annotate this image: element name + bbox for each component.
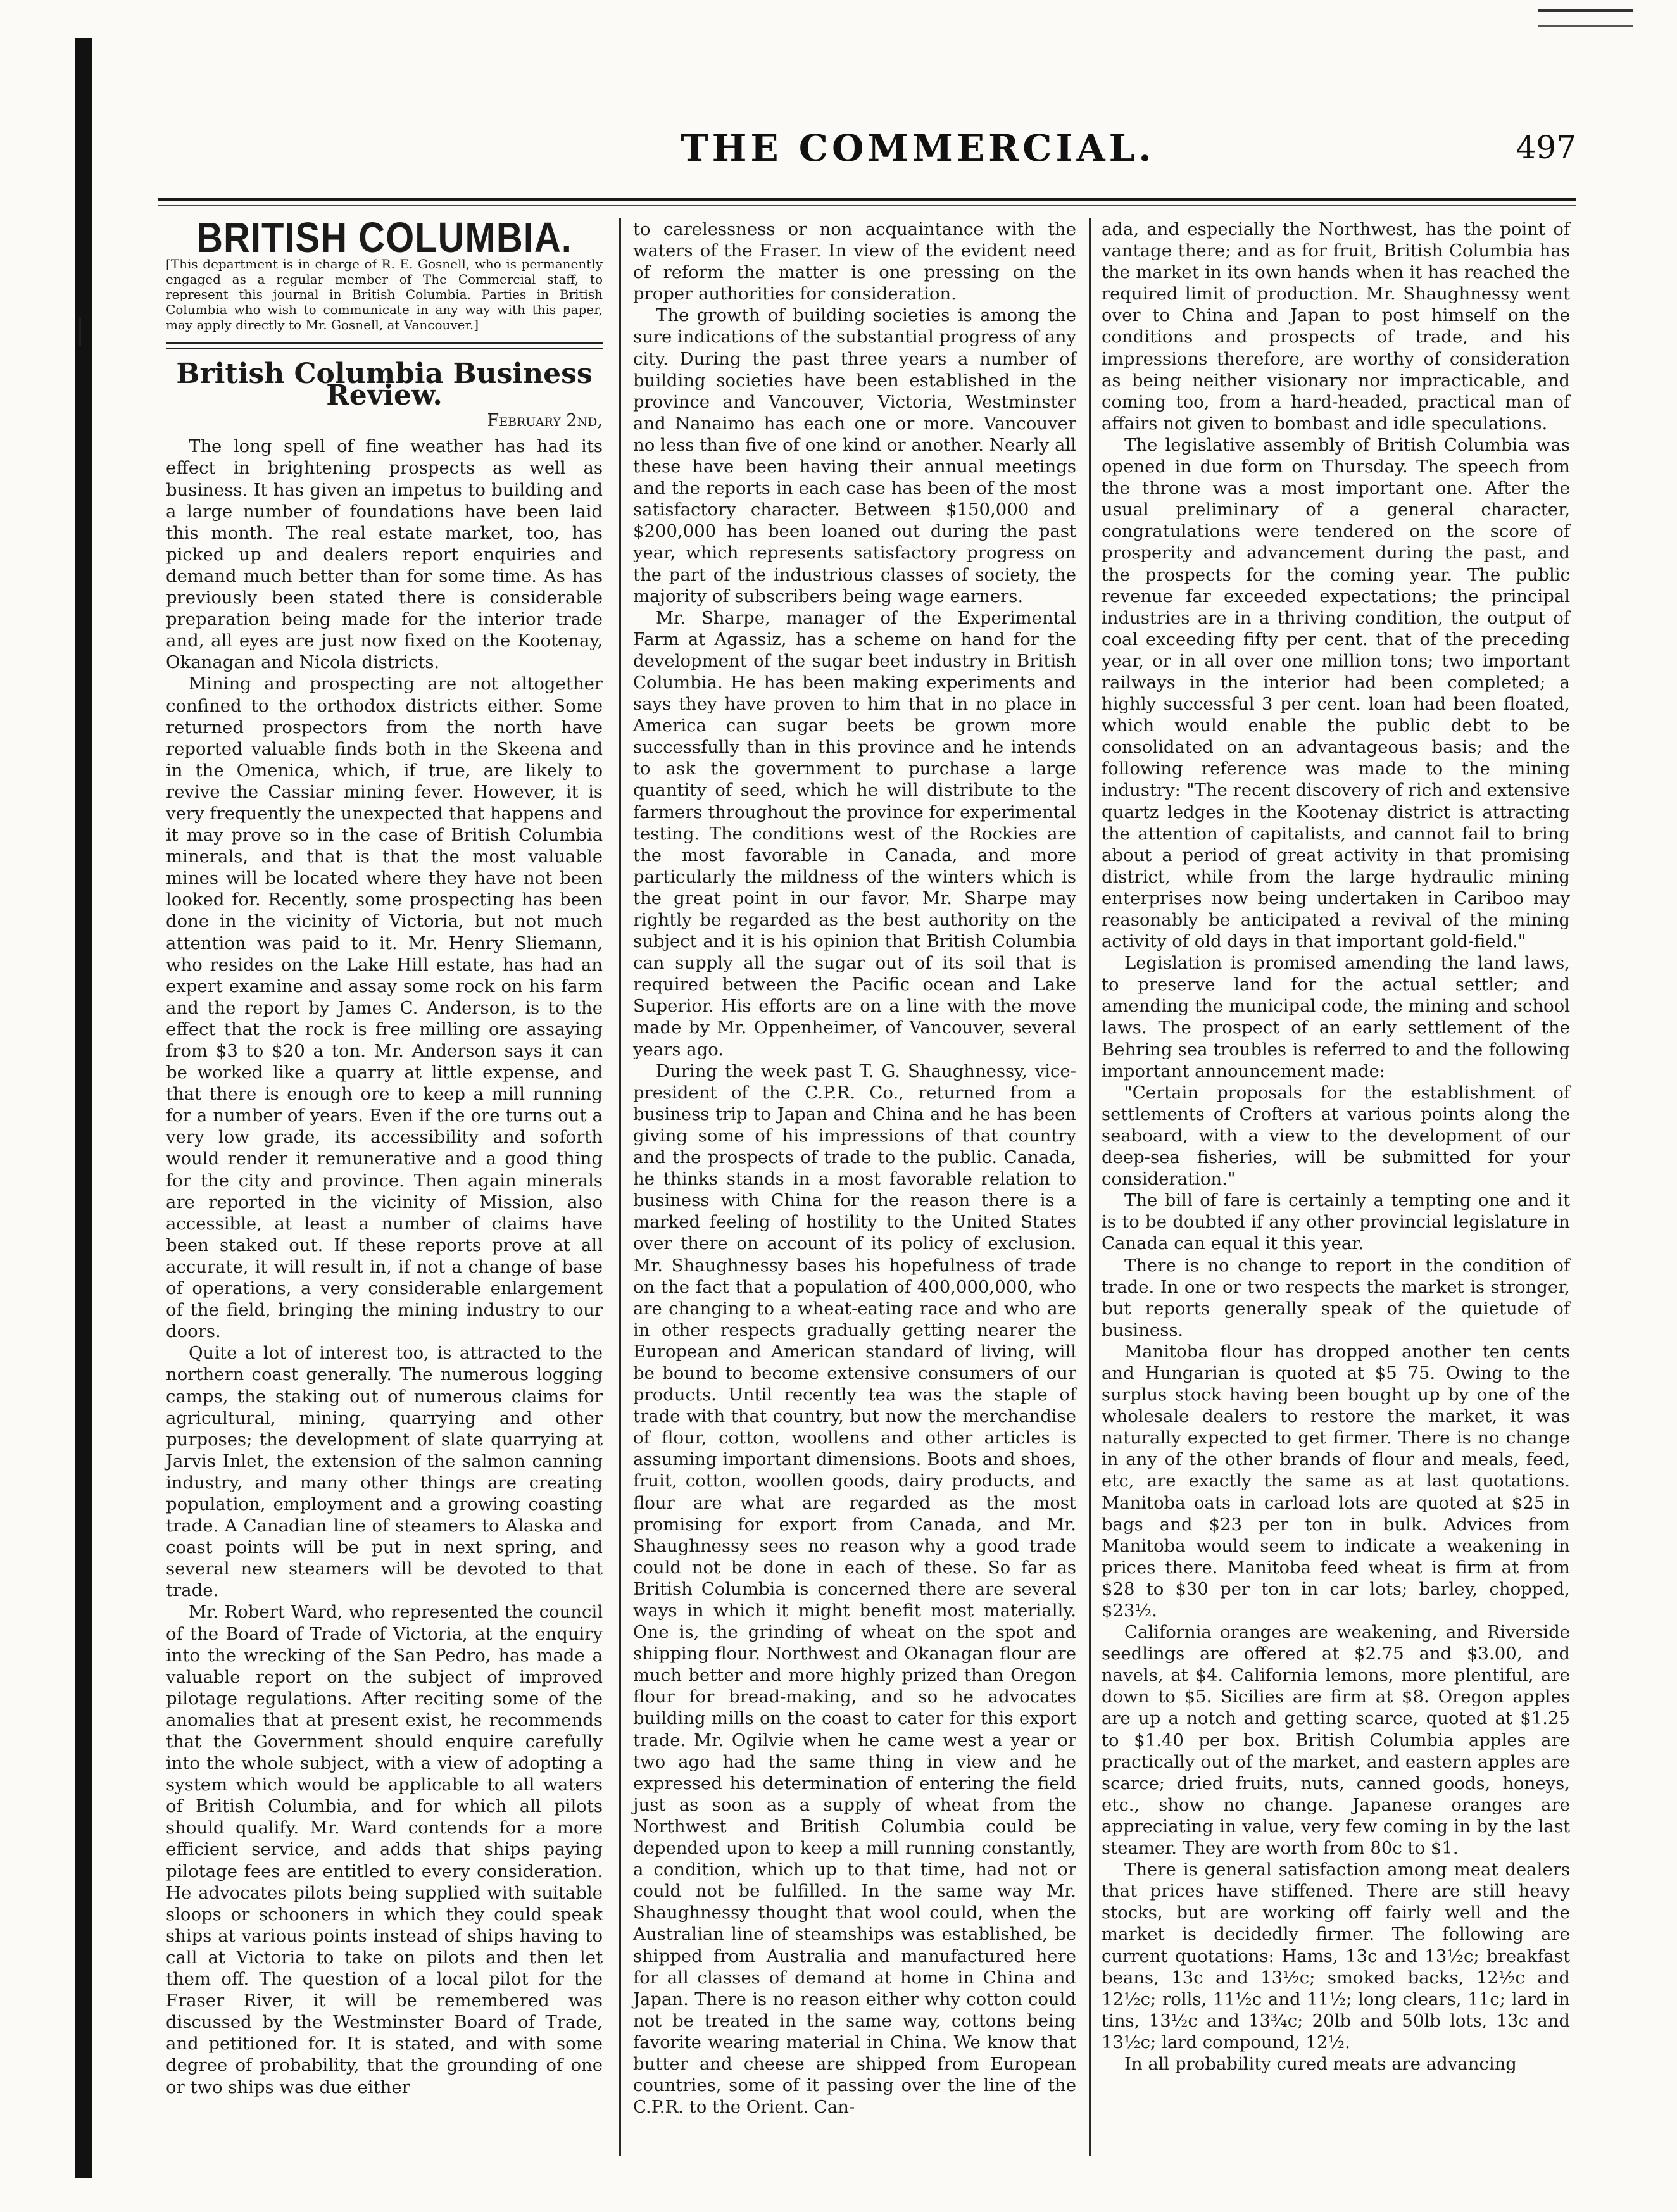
paragraph: There is no change to report in the condition of trade. In one or two respects the market is stronger, but reports generally speak of the quietude of business. (1102, 1255, 1570, 1340)
header-rule (158, 198, 1576, 201)
double-rule (166, 342, 603, 349)
paragraph: The bill of fare is certainly a tempting one and it is to be doubted if any other provincial legislature in Canada can equal it this year. (1102, 1190, 1570, 1254)
dateline: February 2nd, (487, 411, 603, 431)
page-number: 497 (1516, 129, 1576, 166)
article-title: British Columbia Business Review. (176, 358, 593, 412)
binding-spine (75, 38, 92, 2178)
paragraph: Mining and prospecting are not altogether confined to the orthodox districts either. Some returned prospectors from the north have reported valuable finds both in the Skeena and in the Omenica, which, if true, are likely to revive the Cassiar mining fever. However, it is very frequently the unexpected that happens and it may prove so in the case of British Columbia minerals, and that is that the most valuable mines will be located where they have not been looked for. Recently, some prospecting has been done in the vicinity of Victoria, but not much attention was paid to it. Mr. Henry Sliemann, who resides on the Lake Hill estate, has had an expert examine and assay some rock on his farm and the report by James C. Anderson, is to the effect that the rock is free milling ore assaying from $3 to $20 a ton. Mr. Anderson says it can be worked like a quarry at little expense, and that there is enough ore to keep a mill running for a number of years. Even if the ore turns out a very low grade, its accessibility and soforth would render it remunerative and a good thing for the city and province. Then again minerals are reported in the vicinity of Mission, also accessible, at least a number of claims have been staked out. If these reports prove at all accurate, it will result in, if not a change of base of operations, a very considerable enlargement of the field, bringing the mining industry to our doors. (166, 674, 603, 1342)
paragraph: There is general satisfaction among meat dealers that prices have stiffened. There are still heavy stocks, but are working off fairly well and the market is decidedly firmer. The following are current quotations: Hams, 13c and 13½c; breakfast beans, 13c and 13½c; smoked backs, 12½c and 12½c; rolls, 11½c and 11½; long clears, 11c; lard in tins, 13½c and 13¾c; 20lb and 50lb lots, 13c and 13½c; lard compound, 12½. (1102, 1859, 1570, 2052)
spine-mark (79, 317, 81, 346)
paragraph: to carelessness or non acquaintance with the waters of the Fraser. In view of the evident need of reform the matter is one pressing on the proper authorities for consideration. (633, 219, 1076, 305)
section-title: BRITISH COLUMBIA. (196, 214, 572, 261)
paragraph: Mr. Sharpe, manager of the Experimental Farm at Agassiz, has a scheme on hand for the development of the sugar beet industry in British Columbia. He has been making experiments and says they have proven to him that in no place in America can sugar beets be grown more successfully than in this province and he intends to ask the government to purchase a large quantity of seed, which he will distribute to the farmers throughout the province for experimental testing. The conditions west of the Rockies are the most favorable in Canada, and more particularly the mildness of the winters which is the great point in our favor. Mr. Sharpe may rightly be regarded as the best authority on the subject and it is his opinion that British Columbia can supply all the sugar out of its soil that is required between the Pacific ocean and Lake Superior. His efforts are on a line with the move made by Mr. Oppenheimer, of Vancouver, several years ago. (633, 607, 1076, 1060)
paragraph: ada, and especially the Northwest, has the point of vantage there; and as for fruit, British Columbia has the market in its own hands when it has reached the required limit of production. Mr. Shaughnessy went over to China and Japan to post himself on the conditions and prospects of trade, and his impressions therefore, are worthy of consideration as being neither visionary nor impracticable, and coming too, from a hard-headed, practical man of affairs not given to bombast and idle speculations. (1102, 219, 1570, 434)
header-rule-thin (158, 205, 1576, 206)
paragraph: In all probability cured meats are advancing (1124, 2053, 1517, 2074)
paragraph: Mr. Robert Ward, who represented the council of the Board of Trade of Victoria, at the enquiry into the wrecking of the San Pedro, has made a valuable report on the subject of improved pilotage regulations. After reciting some of the anomalies that at present exist, he recommends that the Government should enquire carefully into the whole subject, with a view of adopting a system which would be applicable to all waters of British Columbia, and for which all pilots should qualify. Mr. Ward contends for a more efficient service, and adds that ships paying pilotage fees are entitled to every consideration. He advocates pilots being supplied with suitable sloops or schooners in which they could speak ships at various points instead of ships having to call at Victoria to take on pilots and then let them off. The question of a local pilot for the Fraser River, it will be remembered was discussed by the Westminster Board of Trade, and petitioned for. It is stated, and with some degree of probability, that the grounding of one or two ships was due either (166, 1602, 603, 2097)
paragraph: The long spell of fine weather has had its effect in brightening prospects as well as business. It has given an impetus to building and a large number of foundations have been laid this month. The real estate market, too, has picked up and dealers report enquiries and demand much better than for some time. As has previously been stated there is considerable preparation being made for the interior trade and, all eyes are just now fixed on the Kootenay, Okanagan and Nicola districts. (166, 436, 603, 673)
paragraph: Quite a lot of interest too, is attracted to the northern coast generally. The numerous logging camps, the staking out of numerous claims for agricultural, mining, quarrying and other purposes; the development of slate quarrying at Jarvis Inlet, the extension of the salmon canning industry, and many other things are creating population, employment and a growing coasting trade. A Canadian line of steamers to Alaska and coast points will be put in next spring, and several new steamers will be devoted to that trade. (166, 1343, 603, 1601)
column-2 (633, 218, 1076, 2118)
page-header (158, 127, 1576, 184)
column-divider (1089, 218, 1091, 2156)
paragraph: During the week past T. G. Shaughnessy, vice-president of the C.P.R. Co., returned from a business trip to Japan and China and he has been giving some of his impressions of that country and the prospects of trade to the public. Canada, he thinks stands in a most favorable relation to business with China for the reason there is a marked feeling of hostility to the United States over there on account of its policy of exclusion. Mr. Shaughnessy bases his hopefulness of trade on the fact that a population of 400,000,000, who are changing to a wheat-eating race and who are in other respects gradually getting nearer the European and American standard of living, will be bound to become extensive consumers of our products. Until recently tea was the staple of trade with that country, but now the merchandise of flour, cotton, woollens and other articles is assuming important dimensions. Boots and shoes, fruit, cotton, woollen goods, dairy products, and flour are what are regarded as the most promising for export from Canada, and Mr. Shaughnessy sees no reason why a good trade could not be done in each of these. So far as British Columbia is concerned there are several ways in which it might benefit most materially. One is, the grinding of wheat on the spot and shipping flour. Northwest and Okanagan flour are much better and more highly prized than Oregon flour for bread-making, and so he advocates building mills on the coast to cater for this export trade. Mr. Ogilvie when he came west a year or two ago had the same thing in view and he expressed his determination of entering the field just as soon as a supply of wheat from the Northwest and British Columbia could be depended upon to keep a mill running constantly, a condition, which up to that time, had not or could not be fulfilled. In the same way Mr. Shaughnessy thought that wool could, when the Australian line of steamships was established, be shipped from Australia and manufactured here for all classes of demand at home in China and Japan. There is no reason either why cotton could not be treated in the same way, cottons being favorite wearing material in China. We know that butter and cheese are shipped from European countries, some of it passing over the line of the C.P.R. to the Orient. Can- (633, 1060, 1076, 2118)
paragraph: Manitoba flour has dropped another ten cents and Hungarian is quoted at $5 75. Owing to the surplus stock having been bought up by one of the wholesale dealers to restore the market, it was naturally expected to get firmer. There is no change in any of the other brands of flour and meals, feed, etc, are exactly the same as at last quotations. Manitoba oats in carload lots are quoted at $25 in bags and $23 per ton in bulk. Advices from Manitoba would seem to indicate a weakening in prices there. Manitoba feed wheat is firm at from $28 to $30 per ton in car lots; barley, chopped, $23½. (1102, 1341, 1570, 1621)
department-note: [This department is in charge of R. E. Gosnell, who is permanently engaged as a regular member of The Commercial staff, to represent this journal in British Columbia. Parties in British Columbia who wish to communicate in any way with this paper, may apply directly to Mr. Gosnell, at Vancouver.] (166, 256, 603, 333)
corner-rule-thin (1538, 25, 1633, 27)
paragraph: "Certain proposals for the establishment of settlements of Crofters at various points along the seaboard, with a view to the development of our deep-sea fisheries, will be submitted for your consideration." (1102, 1082, 1570, 1190)
paragraph: Legislation is promised amending the land laws, to preserve land for the actual settler; and amending the municipal code, the mining and school laws. The prospect of an early settlement of the Behring sea troubles is referred to and the following important announcement made: (1102, 953, 1570, 1081)
column-3 (1102, 218, 1570, 2075)
paragraph: The legislative assembly of British Columbia was opened in due form on Thursday. The speech from the throne was a most important one. After the usual preliminary of a general character, congratulations were tendered on the score of prosperity and advancement during the past, and the prospects for the coming year. The public revenue far exceeded expectations; the principal industries are in a thriving condition, the output of coal exceeding fifty per cent. that of the preceding year, or in all over one million tons; two important railways in the interior had been completed; a highly successful 3 per cent. loan had been floated, which would enable the public debt to be consolidated on an advantageous basis; and the following reference was made to the mining industry: "The recent discovery of rich and extensive quartz ledges in the Kootenay district is attracting the attention of capitalists, and cannot fail to bring about a period of great activity in that promising district, while from the large hydraulic mining enterprises now being undertaken in Cariboo may reasonably be anticipated a revival of the mining activity of old days in that important gold-field." (1102, 434, 1570, 952)
masthead: THE COMMERCIAL. (681, 127, 1155, 170)
column-1 (166, 214, 603, 2098)
corner-rule (1538, 9, 1633, 12)
paragraph: California oranges are weakening, and Riverside seedlings are offered at $2.75 and $3.00, and navels, at $4. California lemons, more plentiful, are down to $5. Sicilies are firm at $8. Oregon apples are up a notch and getting scarce, quoted at $1.25 to $1.40 per box. British Columbia apples are practically out of the market, and eastern apples are scarce; dried fruits, nuts, canned goods, honeys, etc., show no change. Japanese oranges are appreciating in value, very few coming in by the last steamer. They are worth from 80c to $1. (1102, 1622, 1570, 1859)
column-divider (619, 218, 621, 2156)
paragraph: The growth of building societies is among the sure indications of the substantial progress of any city. During the past three years a number of building societies have been established in the province and Vancouver, Victoria, Westminster and Nanaimo has each one or more. Vancouver no less than five of one kind or another. Nearly all these have been having their annual meetings and the reports in each case has been of the most satisfactory character. Between $150,000 and $200,000 has been loaned out during the past year, which represents satisfactory progress on the part of the industrious classes of society, the majority of subscribers being wage earners. (633, 305, 1076, 606)
